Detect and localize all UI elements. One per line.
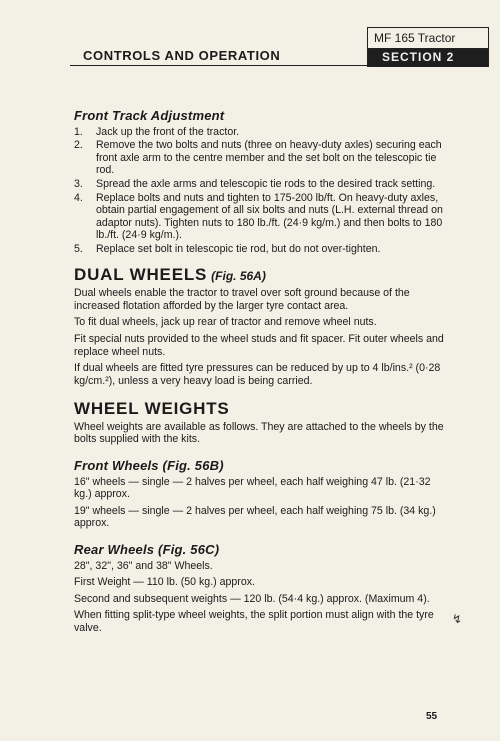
paragraph: 19" wheels — single — 2 halves per wheel, each half weighing 75 lb. (34 kg.) approx. <box>74 504 436 530</box>
rear-wheels-heading: Rear Wheels (Fig. 56C) <box>74 542 220 558</box>
paragraph: Dual wheels enable the tractor to travel over soft ground because of the increased flotation afforded by the larger tyre contact area. <box>74 287 410 312</box>
dual-wheels-heading <box>74 264 444 284</box>
page-number: 55 <box>426 711 438 722</box>
step-item <box>74 178 444 191</box>
step-text: Jack up the front of the tractor. <box>96 125 240 138</box>
page-content <box>74 110 444 639</box>
front-wheels-heading: Front Wheels (Fig. 56B) <box>74 458 224 474</box>
front-track-steps <box>74 126 444 256</box>
page-title: CONTROLS AND OPERATION <box>83 48 281 63</box>
figure-ref: (Fig. 56A) <box>211 268 266 283</box>
section-label: SECTION 2 <box>368 49 488 66</box>
step-number: 4. <box>74 191 83 204</box>
step-item <box>74 192 444 242</box>
paragraph: Wheel weights are available as follows. They are attached to the wheels by the bolts supplied with the kits. <box>74 420 444 446</box>
paragraph: First Weight — 110 lb. (50 kg.) approx. <box>74 576 255 589</box>
header-rule <box>70 65 370 66</box>
wheel-weights-heading: WHEEL WEIGHTS <box>74 399 230 419</box>
paragraph: When fitting split-type wheel weights, the split portion must align with the tyre valve. <box>74 609 434 634</box>
step-item <box>74 139 444 177</box>
step-item <box>74 243 444 256</box>
section-header-box <box>367 27 489 67</box>
paragraph: Second and subsequent weights — 120 lb. (54·4 kg.) approx. (Maximum 4). <box>74 592 430 605</box>
step-number: 2. <box>74 139 83 152</box>
step-text: Replace set bolt in telescopic tie rod, but do not over-tighten. <box>96 242 381 255</box>
model-label: MF 165 Tractor <box>368 28 488 49</box>
step-number: 5. <box>74 242 83 255</box>
paragraph: 28", 32", 36" and 38" Wheels. <box>74 559 213 572</box>
step-number: 3. <box>74 177 83 190</box>
paragraph: Fit special nuts provided to the wheel studs and fit spacer. Fit outer wheels and replace wheel nuts. <box>74 332 444 358</box>
paragraph: 16" wheels — single — 2 halves per wheel, each half weighing 47 lb. (21·32 kg.) approx. <box>74 475 431 501</box>
step-text: Remove the two bolts and nuts (three on heavy-duty axles) securing each front axle arm to the centre member and the set bolt on the telescopic tie rod. <box>96 139 442 177</box>
margin-mark-icon: ↯ <box>452 612 463 626</box>
step-item <box>74 126 444 139</box>
paragraph: If dual wheels are fitted tyre pressures can be reduced by up to 4 lb/ins.² (0·28 kg/cm.²), unless a very heavy load is being carried. <box>74 362 441 387</box>
paragraph: To fit dual wheels, jack up rear of tractor and remove wheel nuts. <box>74 316 377 329</box>
front-track-heading: Front Track Adjustment <box>74 108 225 123</box>
step-text: Spread the axle arms and telescopic tie rods to the desired track setting. <box>96 177 436 190</box>
step-text: Replace bolts and nuts and tighten to 175-200 lb/ft. On heavy-duty axles, obtain partial engagement of all six bolts and nuts (L.H. external thread on adaptor nuts). Tighten nuts to 180 lb./ft. (24·9 kg/m.) and then bolts to 180 lb./ft. (24·9 kg/m.). <box>96 191 443 242</box>
dual-wheels-title: DUAL WHEELS <box>74 264 208 284</box>
step-number: 1. <box>74 125 83 138</box>
